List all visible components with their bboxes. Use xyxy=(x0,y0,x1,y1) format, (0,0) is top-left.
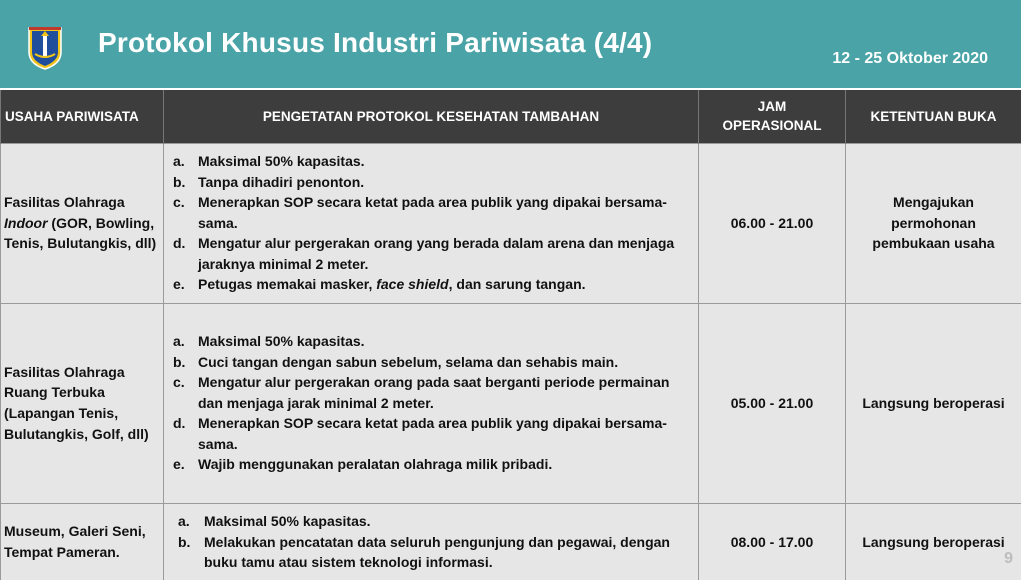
column-header-ketentuan: KETENTUAN BUKA xyxy=(846,90,1021,143)
list-item: d. Mengatur alur pergerakan orang yang berada dalam arena dan menjaga jaraknya minimal 2 meter. xyxy=(173,235,675,272)
list-item: a. Maksimal 50% kapasitas. xyxy=(178,513,371,530)
jam-cell: 06.00 - 21.00 xyxy=(699,143,846,303)
ketentuan-cell: Langsung beroperasi xyxy=(846,503,1021,580)
page-title: Protokol Khusus Industri Pariwisata (4/4) xyxy=(98,27,653,58)
list-item: a. Maksimal 50% kapasitas. xyxy=(173,332,365,349)
list-item: e. Wajib menggunakan peralatan olahraga milik pribadi. xyxy=(173,456,553,473)
usaha-cell: Fasilitas Olahraga Indoor (GOR, Bowling, Tenis, Bulutangkis, dll) xyxy=(1,143,164,303)
protocol-table xyxy=(0,90,1021,580)
header-bar xyxy=(0,0,1021,88)
column-header-protokol: PENGETATAN PROTOKOL KESEHATAN TAMBAHAN xyxy=(164,90,699,143)
usaha-cell: Fasilitas Olahraga Ruang Terbuka (Lapangan Tenis, Bulutangkis, Golf, dll) xyxy=(1,303,164,503)
protokol-cell xyxy=(164,303,699,503)
usaha-cell: Museum, Galeri Seni, Tempat Pameran. xyxy=(1,503,164,580)
ketentuan-cell: Langsung beroperasi xyxy=(846,303,1021,503)
jakarta-emblem-icon xyxy=(25,24,65,70)
date-range: 12 - 25 Oktober 2020 xyxy=(832,50,988,67)
list-item: b. Tanpa dihadiri penonton. xyxy=(173,173,365,190)
jam-cell: 08.00 - 17.00 xyxy=(699,503,846,580)
list-item: e. Petugas memakai masker, face shield, dan sarung tangan. xyxy=(173,276,586,293)
column-header-jam: JAM OPERASIONAL xyxy=(699,90,846,143)
list-item: a. Maksimal 50% kapasitas. xyxy=(173,152,365,169)
list-item: b. Melakukan pencatatan data seluruh pengunjung dan pegawai, dengan buku tamu atau sistem teknologi informasi. xyxy=(178,533,670,571)
list-item: d. Menerapkan SOP secara ketat pada area publik yang dipakai bersama-sama. xyxy=(173,415,667,452)
list-item: b. Cuci tangan dengan sabun sebelum, selama dan sehabis main. xyxy=(173,353,619,370)
table-row xyxy=(1,503,1021,580)
page-number: 9 xyxy=(1004,550,1013,567)
table-row xyxy=(1,303,1021,503)
table-row xyxy=(1,143,1021,303)
ketentuan-cell: Mengajukan permohonan pembukaan usaha xyxy=(846,143,1021,303)
protokol-cell xyxy=(164,503,699,580)
list-item: c. Menerapkan SOP secara ketat pada area publik yang dipakai bersama-sama. xyxy=(173,194,667,231)
jam-cell: 05.00 - 21.00 xyxy=(699,303,846,503)
list-item: c. Mengatur alur pergerakan orang pada saat berganti periode permainan dan menjaga jarak minimal 2 meter. xyxy=(173,374,670,411)
table-header-row xyxy=(1,90,1021,143)
column-header-usaha: USAHA PARIWISATA xyxy=(1,90,164,143)
protokol-cell xyxy=(164,143,699,303)
